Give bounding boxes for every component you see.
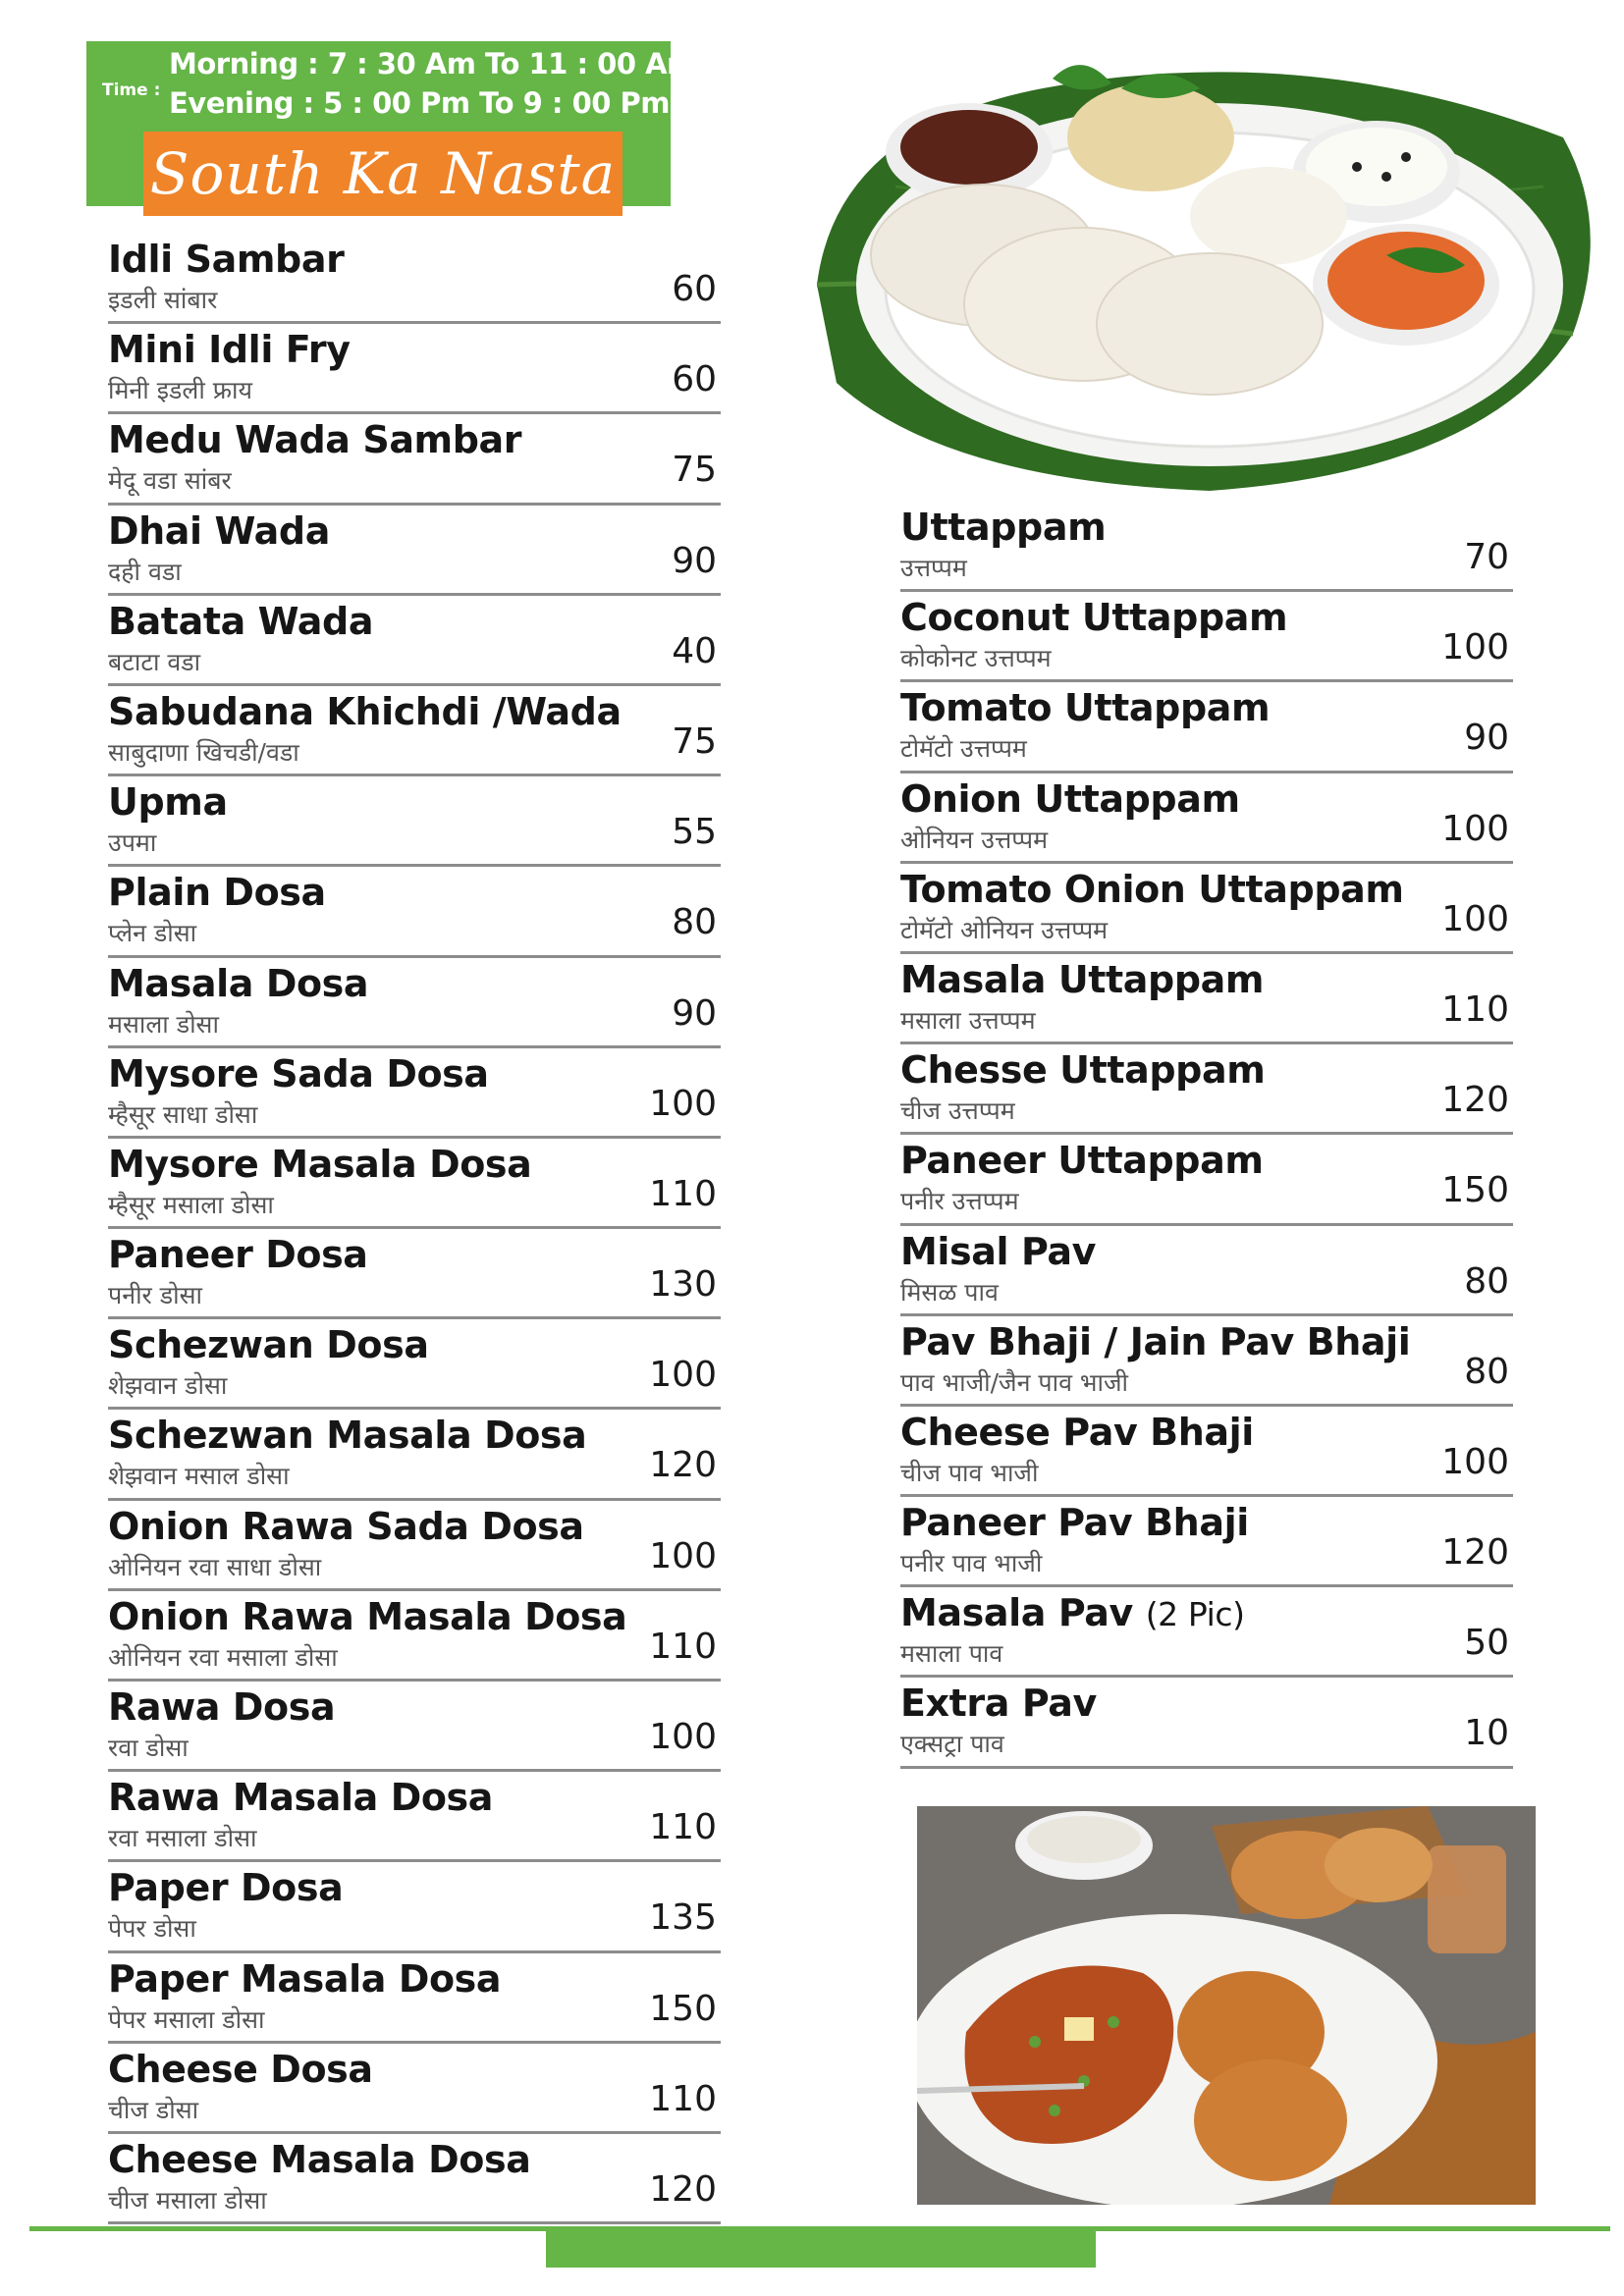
menu-item bbox=[108, 2136, 721, 2226]
item-name: Dhai Wada bbox=[108, 508, 330, 553]
item-name: Upma bbox=[108, 780, 228, 825]
item-name-marathi: मिसळ पाव bbox=[900, 1277, 999, 1307]
item-name: Misal Pav bbox=[900, 1229, 1096, 1273]
item-name: Paper Masala Dosa bbox=[108, 1956, 502, 2001]
item-price: 120 bbox=[1441, 1532, 1509, 1574]
divider bbox=[108, 1679, 721, 1682]
divider bbox=[108, 2041, 721, 2044]
item-name: Onion Rawa Sada Dosa bbox=[108, 1504, 584, 1548]
item-name: Masala Dosa bbox=[108, 961, 369, 1005]
menu-item bbox=[900, 866, 1513, 956]
item-name-marathi: पेपर डोसा bbox=[108, 1914, 196, 1944]
menu-item bbox=[900, 1137, 1513, 1227]
item-name-marathi: म्हैसूर मसाला डोसा bbox=[108, 1190, 274, 1219]
item-name-marathi: उत्तप्पम bbox=[900, 554, 967, 582]
menu-item bbox=[900, 1409, 1513, 1499]
divider bbox=[108, 1859, 721, 1862]
item-name-marathi: ओनियन रवा साधा डोसा bbox=[108, 1552, 322, 1581]
item-name-marathi: टोमॅटो उत्तप्पम bbox=[900, 734, 1027, 764]
item-name-marathi: पनीर उत्तप्पम bbox=[900, 1187, 1019, 1216]
item-price: 110 bbox=[649, 1626, 717, 1667]
menu-item bbox=[108, 1683, 721, 1774]
item-name-marathi: साबुदाणा खिचडी/वडा bbox=[108, 737, 299, 767]
pav-bhaji-photo bbox=[917, 1806, 1536, 2205]
menu-item bbox=[108, 1503, 721, 1593]
item-price: 120 bbox=[649, 1445, 717, 1486]
item-price: 90 bbox=[1464, 718, 1509, 759]
item-price: 10 bbox=[1464, 1713, 1509, 1754]
divider bbox=[900, 1766, 1513, 1769]
idli-plate-photo bbox=[797, 10, 1602, 499]
divider bbox=[900, 1223, 1513, 1226]
item-name: Sabudana Khichdi /Wada bbox=[108, 689, 622, 733]
menu-item bbox=[108, 416, 721, 507]
menu-item bbox=[108, 1774, 721, 1864]
item-price: 80 bbox=[672, 902, 717, 943]
menu-item bbox=[108, 507, 721, 598]
item-name-marathi: पाव भाजी/जैन पाव भाजी bbox=[900, 1367, 1128, 1397]
item-name-marathi: चीज डोसा bbox=[108, 2095, 199, 2124]
menu-item bbox=[900, 956, 1513, 1046]
menu-item bbox=[108, 1141, 721, 1231]
menu-item bbox=[900, 594, 1513, 684]
menu-item bbox=[900, 1680, 1513, 1770]
item-name-marathi: मेदू वडा सांबर bbox=[108, 466, 232, 496]
menu-item bbox=[900, 1589, 1513, 1680]
menu-item bbox=[108, 1412, 721, 1502]
item-name: Cheese Pav Bhaji bbox=[900, 1410, 1254, 1454]
divider bbox=[108, 2221, 721, 2224]
divider bbox=[900, 1675, 1513, 1678]
menu-item bbox=[108, 1231, 721, 1321]
item-name-marathi: ओनियन उत्तप्पम bbox=[900, 825, 1049, 854]
menu-item bbox=[108, 1955, 721, 2046]
item-price: 130 bbox=[649, 1264, 717, 1306]
menu-item bbox=[900, 684, 1513, 774]
menu-item bbox=[108, 236, 721, 326]
item-name-marathi: पनीर पाव भाजी bbox=[900, 1549, 1043, 1578]
divider bbox=[108, 1136, 721, 1139]
item-name-marathi: मसाला डोसा bbox=[108, 1009, 219, 1039]
item-name-marathi: एक्सट्रा पाव bbox=[900, 1730, 1004, 1759]
menu-item bbox=[900, 775, 1513, 866]
title-banner bbox=[143, 132, 623, 216]
item-name-marathi: चीज पाव भाजी bbox=[900, 1458, 1039, 1487]
item-name: Idli Sambar bbox=[108, 238, 345, 281]
divider bbox=[900, 771, 1513, 774]
item-name-marathi: चीज मसाला डोसा bbox=[108, 2185, 267, 2215]
item-price: 120 bbox=[1441, 1080, 1509, 1121]
menu-item bbox=[108, 1050, 721, 1141]
item-price: 80 bbox=[1464, 1351, 1509, 1392]
item-name-marathi: मसाला पाव bbox=[900, 1639, 1003, 1669]
divider bbox=[108, 1588, 721, 1591]
item-price: 110 bbox=[649, 1807, 717, 1848]
item-price: 110 bbox=[1441, 988, 1509, 1030]
divider bbox=[900, 1494, 1513, 1497]
item-price: 75 bbox=[672, 450, 717, 491]
divider bbox=[108, 2131, 721, 2134]
divider bbox=[108, 1407, 721, 1410]
item-name bbox=[900, 1591, 1245, 1634]
item-name-marathi: टोमॅटो ओनियन उत्तप्पम bbox=[900, 915, 1109, 944]
item-name: Rawa Dosa bbox=[108, 1685, 336, 1729]
menu-item bbox=[108, 960, 721, 1050]
item-price: 80 bbox=[1464, 1260, 1509, 1302]
item-name-marathi: बटाटा वडा bbox=[108, 647, 201, 676]
item-price: 100 bbox=[649, 1535, 717, 1576]
menu-column-right bbox=[900, 504, 1513, 1771]
divider bbox=[108, 1950, 721, 1953]
item-price: 75 bbox=[672, 721, 717, 762]
menu-item bbox=[108, 1321, 721, 1412]
item-name: Medu Wada Sambar bbox=[108, 418, 522, 462]
divider bbox=[900, 1041, 1513, 1044]
item-name-marathi: मसाला उत्तप्पम bbox=[900, 1005, 1036, 1035]
item-name-marathi: पनीर डोसा bbox=[108, 1281, 202, 1310]
divider bbox=[900, 589, 1513, 592]
item-name: Chesse Uttappam bbox=[900, 1048, 1266, 1093]
time-label: Time : bbox=[102, 80, 161, 100]
item-name: Batata Wada bbox=[108, 599, 374, 643]
divider bbox=[900, 951, 1513, 954]
divider bbox=[108, 864, 721, 867]
item-price: 120 bbox=[649, 2168, 717, 2210]
evening-hours: Evening : 5 : 00 Pm To 9 : 00 Pm bbox=[169, 86, 670, 120]
menu-item bbox=[108, 1864, 721, 1954]
item-name: Plain Dosa bbox=[108, 871, 326, 915]
item-name: Tomato Onion Uttappam bbox=[900, 867, 1404, 911]
item-name: Schezwan Dosa bbox=[108, 1323, 429, 1367]
divider bbox=[900, 1313, 1513, 1316]
item-name: Masala Uttappam bbox=[900, 957, 1265, 1001]
item-price: 110 bbox=[649, 1173, 717, 1214]
menu-item bbox=[900, 504, 1513, 594]
item-price: 55 bbox=[672, 812, 717, 853]
item-price: 100 bbox=[649, 1355, 717, 1396]
item-name: Mysore Masala Dosa bbox=[108, 1142, 532, 1186]
item-name-marathi: पेपर मसाला डोसा bbox=[108, 2004, 265, 2034]
divider bbox=[900, 861, 1513, 864]
item-name: Paneer Pav Bhaji bbox=[900, 1501, 1249, 1545]
item-name-marathi: उपमा bbox=[108, 828, 157, 858]
item-price: 90 bbox=[672, 540, 717, 581]
divider bbox=[108, 593, 721, 596]
item-name: Cheese Masala Dosa bbox=[108, 2137, 531, 2181]
divider bbox=[108, 683, 721, 686]
divider bbox=[108, 774, 721, 776]
divider bbox=[108, 1045, 721, 1048]
item-price: 60 bbox=[672, 269, 717, 309]
morning-hours: Morning : 7 : 30 Am To 11 : 00 Am bbox=[169, 47, 696, 80]
item-name-marathi: दही वडा bbox=[108, 557, 182, 586]
item-name-text: Masala Pav bbox=[900, 1591, 1133, 1635]
item-name-marathi: म्हैसूर साधा डोसा bbox=[108, 1099, 258, 1129]
divider bbox=[900, 679, 1513, 682]
item-name: Paneer Uttappam bbox=[900, 1139, 1264, 1183]
item-name: Paneer Dosa bbox=[108, 1233, 368, 1277]
divider bbox=[900, 1584, 1513, 1587]
menu-title: South Ka Nasta bbox=[149, 140, 617, 207]
menu-item bbox=[900, 1318, 1513, 1409]
item-price: 100 bbox=[1441, 898, 1509, 939]
item-note: (2 Pic) bbox=[1145, 1595, 1245, 1634]
divider bbox=[108, 1316, 721, 1319]
item-name-marathi: शेझवान मसाल डोसा bbox=[108, 1462, 290, 1491]
item-name: Pav Bhaji / Jain Pav Bhaji bbox=[900, 1319, 1411, 1363]
divider bbox=[900, 1132, 1513, 1135]
divider bbox=[900, 1404, 1513, 1407]
item-name: Paper Dosa bbox=[108, 1866, 344, 1910]
item-price: 60 bbox=[672, 359, 717, 400]
item-price: 135 bbox=[649, 1897, 717, 1939]
menu-item bbox=[108, 598, 721, 688]
item-name: Mini Idli Fry bbox=[108, 328, 351, 372]
item-price: 40 bbox=[672, 630, 717, 671]
item-price: 100 bbox=[1441, 627, 1509, 668]
menu-item bbox=[900, 1046, 1513, 1137]
item-price: 150 bbox=[649, 1988, 717, 2029]
divider bbox=[108, 1226, 721, 1229]
item-price: 100 bbox=[1441, 1441, 1509, 1482]
item-name-marathi: मिनी इडली फ्राय bbox=[108, 376, 252, 405]
header-banner bbox=[86, 41, 696, 207]
menu-item bbox=[900, 1228, 1513, 1318]
divider bbox=[108, 1769, 721, 1772]
divider bbox=[108, 1498, 721, 1501]
divider bbox=[108, 411, 721, 414]
item-name: Mysore Sada Dosa bbox=[108, 1051, 489, 1095]
item-name: Extra Pav bbox=[900, 1682, 1097, 1726]
divider bbox=[108, 503, 721, 506]
item-name: Onion Uttappam bbox=[900, 776, 1240, 821]
item-price: 110 bbox=[649, 2078, 717, 2119]
footer-bar bbox=[546, 2226, 1096, 2268]
item-name: Coconut Uttappam bbox=[900, 596, 1288, 640]
item-name: Rawa Masala Dosa bbox=[108, 1776, 494, 1820]
item-name-marathi: इडली सांबार bbox=[108, 286, 218, 314]
menu-item bbox=[108, 326, 721, 416]
menu-item bbox=[108, 1593, 721, 1683]
menu-item bbox=[108, 778, 721, 869]
item-name-marathi: रवा मसाला डोसा bbox=[108, 1824, 257, 1853]
menu-column-left bbox=[108, 236, 721, 2226]
divider bbox=[108, 955, 721, 958]
item-name: Tomato Uttappam bbox=[900, 686, 1271, 730]
item-price: 50 bbox=[1464, 1623, 1509, 1664]
item-price: 70 bbox=[1464, 537, 1509, 577]
item-price: 100 bbox=[1441, 808, 1509, 849]
item-name-marathi: प्लेन डोसा bbox=[108, 919, 197, 948]
item-name-marathi: ओनियन रवा मसाला डोसा bbox=[108, 1642, 338, 1672]
item-price: 90 bbox=[672, 992, 717, 1034]
item-name-marathi: कोकोनट उत्तप्पम bbox=[900, 644, 1052, 673]
item-name: Uttappam bbox=[900, 506, 1107, 549]
menu-item bbox=[108, 2046, 721, 2136]
menu-item bbox=[108, 869, 721, 959]
item-price: 100 bbox=[649, 1717, 717, 1757]
item-price: 150 bbox=[1441, 1170, 1509, 1211]
item-price: 100 bbox=[649, 1083, 717, 1124]
item-name: Onion Rawa Masala Dosa bbox=[108, 1594, 627, 1638]
divider bbox=[108, 321, 721, 324]
menu-item bbox=[108, 688, 721, 778]
item-name: Schezwan Masala Dosa bbox=[108, 1414, 587, 1458]
item-name-marathi: रवा डोसा bbox=[108, 1734, 189, 1762]
item-name-marathi: शेझवान डोसा bbox=[108, 1371, 228, 1401]
item-name: Cheese Dosa bbox=[108, 2047, 373, 2091]
menu-item bbox=[900, 1499, 1513, 1589]
item-name-marathi: चीज उत्तप्पम bbox=[900, 1096, 1015, 1126]
